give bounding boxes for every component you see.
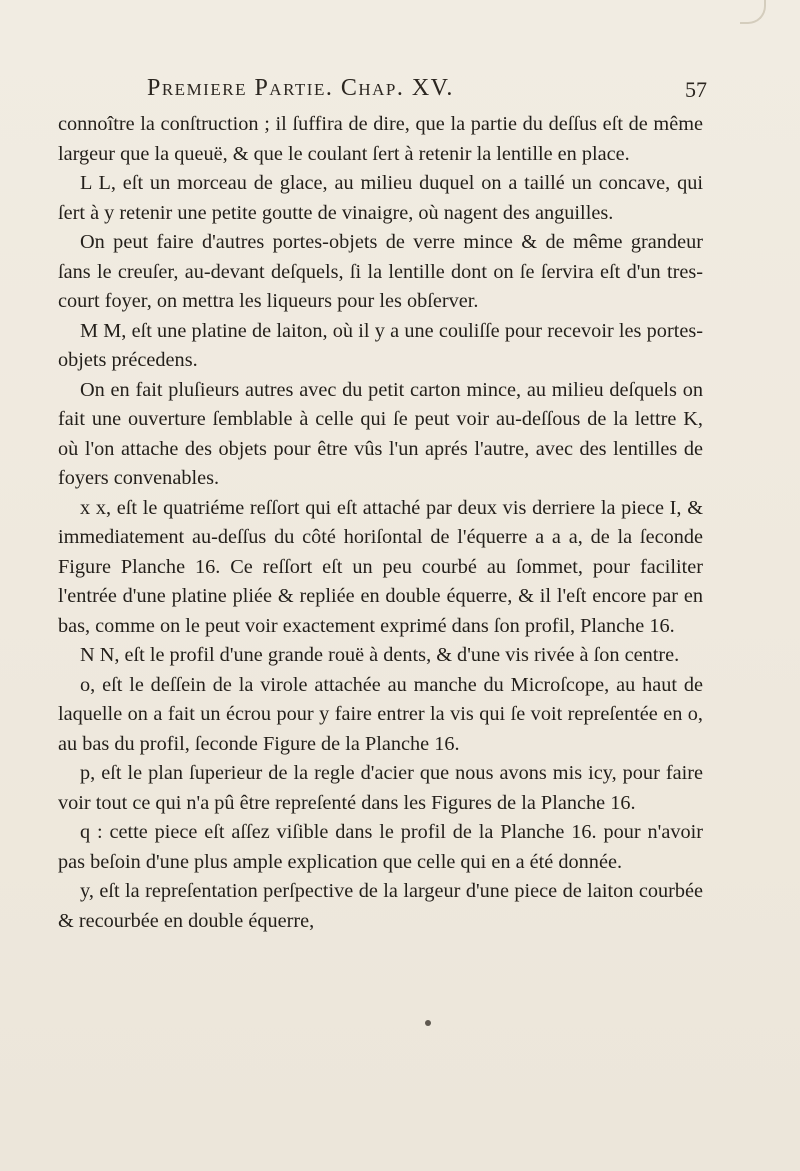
paragraph: On en fait pluſieurs autres avec du petit carton mince, au milieu deſquels on fait une ouverture ſemblable à celle qui ſe peut voir au-deſſous de la lettre K, où l'on attache des objets pour être vûs l'un aprés l'autre, avec des lentilles de foyers convenables. [58, 378, 703, 489]
page-header [147, 75, 707, 111]
paragraph: L L, eſt un morceau de glace, au milieu duquel on a taillé un concave, qui ſert à y retenir une petite goutte de vinaigre, où nagent des anguilles. [58, 172, 703, 224]
paragraph: N N, eſt le profil d'une grande rouë à dents, & d'une vis rivée à ſon centre. [80, 644, 680, 666]
paragraph: q : cette piece eſt aſſez viſible dans le profil de la Planche 16. pour n'avoir pas beſoin d'une plus ample explication que celle qui en a été donnée. [58, 821, 703, 873]
running-head: Premiere Partie. Chap. XV. [147, 75, 454, 101]
ink-speck [425, 1020, 431, 1026]
paragraph: On peut faire d'autres portes-objets de verre mince & de même grandeur ſans le creuſer, au-devant deſquels, ſi la lentille dont on ſe ſervira eſt d'un tres-court foyer, on mettra les liqueurs pour les obſerver. [58, 231, 703, 312]
paragraph: connoître la conſtruction ; il ſuffira de dire, que la partie du deſſus eſt de même largeur que la queuë, & que le coulant ſert à retenir la lentille en place. [58, 113, 703, 165]
paper-stain [740, 0, 766, 24]
paragraph: x x, eſt le quatriéme reſſort qui eſt attaché par deux vis derriere la piece I, & immediatement au-deſſus du côté horiſontal de l'équerre a a a, de la ſeconde Figure Planche 16. Ce reſſort eſt un peu courbé au ſommet, pour faciliter l'entrée d'une platine pliée & repliée en double équerre, & il l'eſt encore par en bas, comme on le peut voir exactement exprimé dans ſon profil, Planche 16. [58, 496, 703, 637]
paragraph: y, eſt la repreſentation perſpective de la largeur d'une piece de laiton courbée & recourbée en double équerre, [58, 880, 703, 932]
paragraph: M M, eſt une platine de laiton, où il y a une couliſſe pour recevoir les portes-objets précedens. [58, 319, 703, 371]
body-text [58, 110, 703, 936]
paragraph: p, eſt le plan ſuperieur de la regle d'acier que nous avons mis icy, pour faire voir tout ce qui n'a pû être repreſenté dans les Figures de la Planche 16. [58, 762, 703, 814]
page-number: 57 [685, 77, 707, 102]
paragraph: o, eſt le deſſein de la virole attachée au manche du Microſcope, au haut de laquelle on a fait un écrou pour y faire entrer la vis qui ſe voit repreſentée en o, au bas du profil, ſeconde Figure de la Planche 16. [58, 673, 703, 755]
